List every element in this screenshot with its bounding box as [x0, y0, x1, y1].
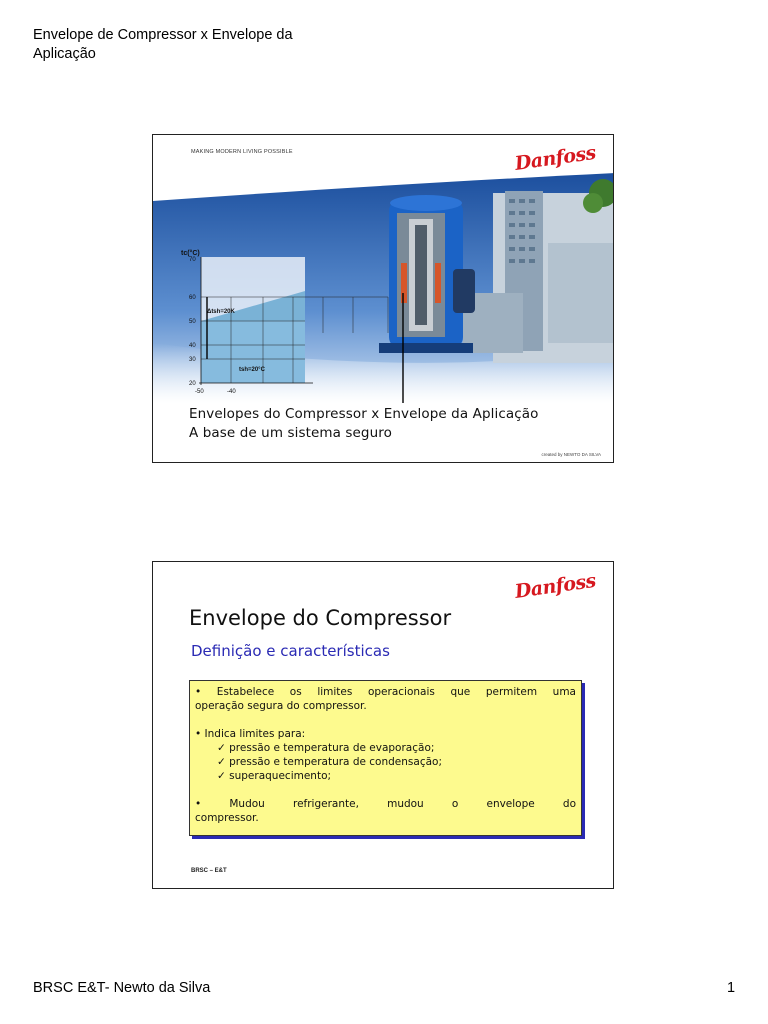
slide-subtitle: Definição e características: [191, 642, 390, 660]
y-tick: 70: [189, 257, 196, 263]
y-tick: 50: [189, 319, 196, 325]
bullet-text: • Mudou refrigerante, mudou o envelope do: [195, 798, 576, 810]
slide-1: [152, 134, 614, 463]
banner-graphic: [153, 173, 614, 403]
definition-box: [189, 680, 582, 836]
page-footer: BRSC E&T- Newto da Silva: [33, 980, 211, 996]
compressor-image: [379, 195, 475, 353]
y-tick: 20: [189, 381, 196, 387]
y-axis-label: tc(°C): [181, 250, 200, 257]
bullet-text: • Indica limites para:: [195, 728, 306, 740]
check-item: ✓ pressão e temperatura de evaporação;: [217, 742, 435, 754]
bullet-text: operação segura do compressor.: [195, 700, 367, 712]
danfoss-logo: Danfoss: [513, 569, 598, 603]
credit-text: created by NEWTO DA SILVA: [541, 452, 601, 457]
superheat-label: Δtsh=20K: [207, 309, 235, 315]
slide-2: [152, 561, 614, 889]
slide-title: Envelope do Compressor: [189, 606, 452, 630]
page-number: 1: [727, 980, 736, 996]
slide-footer: BRSC – E&T: [191, 868, 227, 874]
bullet-text: compressor.: [195, 812, 259, 824]
document-title: Envelope de Compressor x Envelope da Aplicação: [33, 27, 293, 62]
x-tick: -50: [195, 389, 204, 395]
check-item: ✓ pressão e temperatura de condensação;: [217, 756, 442, 768]
temperature-label: tsh=20°C: [239, 367, 265, 373]
y-tick: 40: [189, 343, 196, 349]
slide-subtitle: A base de um sistema seguro: [189, 425, 392, 441]
slide-tagline: MAKING MODERN LIVING POSSIBLE: [191, 149, 293, 155]
y-tick: 60: [189, 295, 196, 301]
bullet-text: • Estabelece os limites operacionais que permitem uma: [195, 686, 576, 698]
danfoss-logo: Danfoss: [513, 141, 598, 175]
slide-title: Envelopes do Compressor x Envelope da Aplicação: [189, 406, 539, 422]
y-tick: 30: [189, 357, 196, 363]
check-item: ✓ superaquecimento;: [217, 770, 332, 782]
x-tick: -40: [227, 389, 236, 395]
